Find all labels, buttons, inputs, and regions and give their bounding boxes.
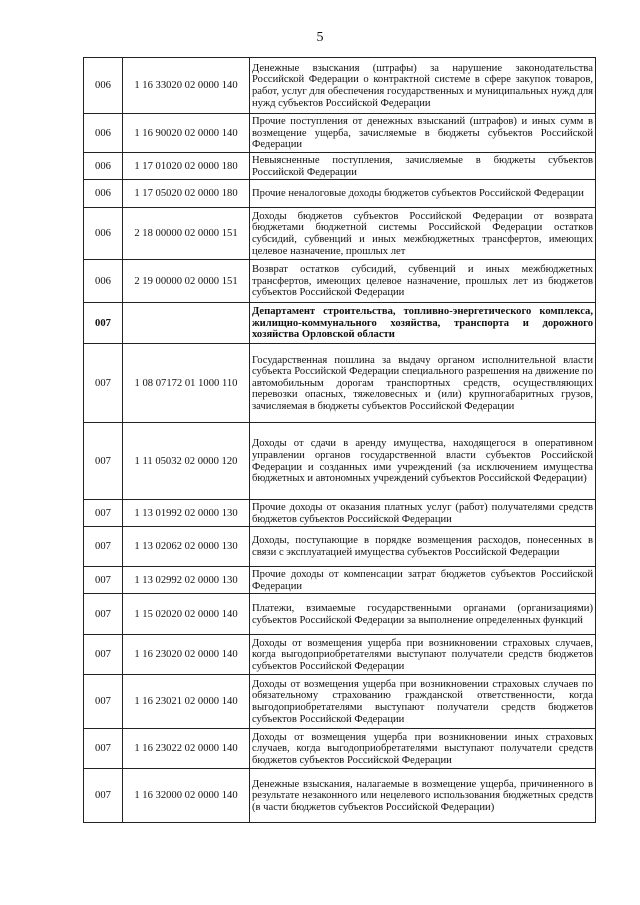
admin-code-cell: 006	[84, 153, 123, 180]
budget-code-cell: 1 16 23020 02 0000 140	[123, 635, 250, 675]
budget-code-cell: 2 18 00000 02 0000 151	[123, 208, 250, 260]
budget-code-cell	[123, 303, 250, 344]
budget-code-cell: 1 16 23021 02 0000 140	[123, 675, 250, 729]
budget-code-cell: 1 13 02062 02 0000 130	[123, 527, 250, 567]
budget-code-cell: 1 17 05020 02 0000 180	[123, 180, 250, 208]
revenue-name: Доходы от возмещения ущерба при возникновении страховых случаев, когда выгодоприобретателями выступают получатели средств бюджетов субъектов Российской Федерации	[252, 637, 593, 672]
budget-code-cell: 1 15 02020 02 0000 140	[123, 594, 250, 635]
table-row	[84, 567, 596, 594]
revenue-name-cell	[250, 208, 596, 260]
admin-code-cell: 007	[84, 594, 123, 635]
admin-code-cell: 007	[84, 500, 123, 527]
revenue-name: Прочие неналоговые доходы бюджетов субъектов Российской Федерации	[252, 188, 584, 200]
revenue-name: Доходы от возмещения ущерба при возникновении страховых случаев по обязательному страхованию гражданской ответственности, когда выгодоприобретателями выступают получатели средств бюджетов субъектов Российской Федерации	[252, 678, 593, 725]
table-row	[84, 344, 596, 423]
revenue-name-cell	[250, 769, 596, 823]
budget-code-cell: 1 16 33020 02 0000 140	[123, 58, 250, 114]
admin-code-cell: 007	[84, 729, 123, 769]
budget-code-cell: 1 13 02992 02 0000 130	[123, 567, 250, 594]
revenue-name-cell	[250, 423, 596, 500]
revenue-name: Денежные взыскания (штрафы) за нарушение законодательства Российской Федерации о контрактной системе в сфере закупок товаров, работ, услуг для обеспечения государственных и муниципальных нужд для нужд субъектов Российской Федерации	[252, 62, 593, 109]
table-row	[84, 500, 596, 527]
table-row	[84, 180, 596, 208]
table-row	[84, 423, 596, 500]
budget-code-cell: 1 16 23022 02 0000 140	[123, 729, 250, 769]
department-name-cell	[250, 303, 596, 344]
budget-code-cell: 1 08 07172 01 1000 110	[123, 344, 250, 423]
table-row	[84, 675, 596, 729]
department-header-row	[84, 303, 596, 344]
revenue-name: Прочие доходы от компенсации затрат бюджетов субъектов Российской Федерации	[252, 568, 593, 592]
admin-code-cell: 006	[84, 260, 123, 303]
revenue-name: Государственная пошлина за выдачу органом исполнительной власти субъекта Российской Федерации специального разрешения на движение по автомобильным дорогам транспортных средств, осуществляющих перевозки опасных, тяжеловесных и (или) крупногабаритных грузов, зачисляемая в бюджеты субъектов Российской Федерации	[252, 354, 593, 412]
revenue-name-cell	[250, 344, 596, 423]
admin-code-cell: 007	[84, 635, 123, 675]
revenue-name-cell	[250, 500, 596, 527]
page-number: 5	[316, 30, 324, 45]
revenue-name-cell	[250, 260, 596, 303]
revenue-name-cell	[250, 567, 596, 594]
budget-code-cell: 1 17 01020 02 0000 180	[123, 153, 250, 180]
admin-code-cell: 007	[84, 423, 123, 500]
revenue-name-cell	[250, 180, 596, 208]
admin-code-cell: 006	[84, 180, 123, 208]
admin-code-cell: 007	[84, 769, 123, 823]
revenue-name: Денежные взыскания, налагаемые в возмещение ущерба, причиненного в результате незаконного или нецелевого использования бюджетных средств (в части бюджетов субъектов Российской Федерации)	[252, 778, 593, 813]
budget-code-cell: 1 11 05032 02 0000 120	[123, 423, 250, 500]
revenue-codes-table	[83, 57, 596, 823]
budget-code-cell: 1 13 01992 02 0000 130	[123, 500, 250, 527]
admin-code-cell: 006	[84, 208, 123, 260]
table-row	[84, 208, 596, 260]
admin-code-cell: 007	[84, 527, 123, 567]
revenue-name-cell	[250, 729, 596, 769]
revenue-name-cell	[250, 114, 596, 153]
admin-code-cell: 007	[84, 675, 123, 729]
revenue-name: Прочие доходы от оказания платных услуг (работ) получателями средств бюджетов субъектов Российской Федерации	[252, 501, 593, 525]
budget-code-cell: 1 16 32000 02 0000 140	[123, 769, 250, 823]
revenue-name: Доходы бюджетов субъектов Российской Федерации от возврата бюджетами бюджетной системы Российской Федерации остатков субсидий, субвенций и иных межбюджетных трансфертов, имеющих целевое назначение, прошлых лет	[252, 210, 593, 257]
revenue-name: Платежи, взимаемые государственными органами (организациями) субъектов Российской Федерации за выполнение определенных функций	[252, 602, 593, 626]
department-name: Департамент строительства, топливно-энергетического комплекса, жилищно-коммунального хозяйства, транспорта и дорожного хозяйства Орловской области	[252, 306, 593, 341]
revenue-name-cell	[250, 675, 596, 729]
budget-code-cell: 1 16 90020 02 0000 140	[123, 114, 250, 153]
table-row	[84, 527, 596, 567]
table-row	[84, 635, 596, 675]
table-row	[84, 769, 596, 823]
budget-code-cell: 2 19 00000 02 0000 151	[123, 260, 250, 303]
admin-code-cell: 007	[84, 303, 123, 344]
table-row	[84, 58, 596, 114]
revenue-name-cell	[250, 153, 596, 180]
admin-code-cell: 007	[84, 344, 123, 423]
revenue-name-cell	[250, 635, 596, 675]
revenue-name-cell	[250, 594, 596, 635]
revenue-name: Доходы от сдачи в аренду имущества, находящегося в оперативном управлении органов государственной власти субъектов Российской Федерации и созданных ими учреждений (за исключением имущества бюджетных и автономных учреждений субъектов Российской Федерации)	[252, 438, 593, 485]
revenue-name: Невыясненные поступления, зачисляемые в бюджеты субъектов Российской Федерации	[252, 154, 593, 178]
admin-code-cell: 006	[84, 58, 123, 114]
table-row	[84, 114, 596, 153]
admin-code-cell: 006	[84, 114, 123, 153]
revenue-name-cell	[250, 58, 596, 114]
table-row	[84, 729, 596, 769]
table-row	[84, 260, 596, 303]
admin-code-cell: 007	[84, 567, 123, 594]
revenue-name: Доходы от возмещения ущерба при возникновении иных страховых случаев, когда выгодоприобретателями выступают получатели средств бюджетов субъектов Российской Федерации	[252, 731, 593, 766]
revenue-name-cell	[250, 527, 596, 567]
revenue-name: Прочие поступления от денежных взысканий (штрафов) и иных сумм в возмещение ущерба, зачисляемые в бюджеты субъектов Российской Федерации	[252, 116, 593, 151]
table-row	[84, 153, 596, 180]
table-row	[84, 594, 596, 635]
revenue-name: Возврат остатков субсидий, субвенций и иных межбюджетных трансфертов, имеющих целевое назначение, прошлых лет из бюджетов субъектов Российской Федерации	[252, 264, 593, 299]
revenue-name: Доходы, поступающие в порядке возмещения расходов, понесенных в связи с эксплуатацией имущества субъектов Российской Федерации	[252, 535, 593, 558]
